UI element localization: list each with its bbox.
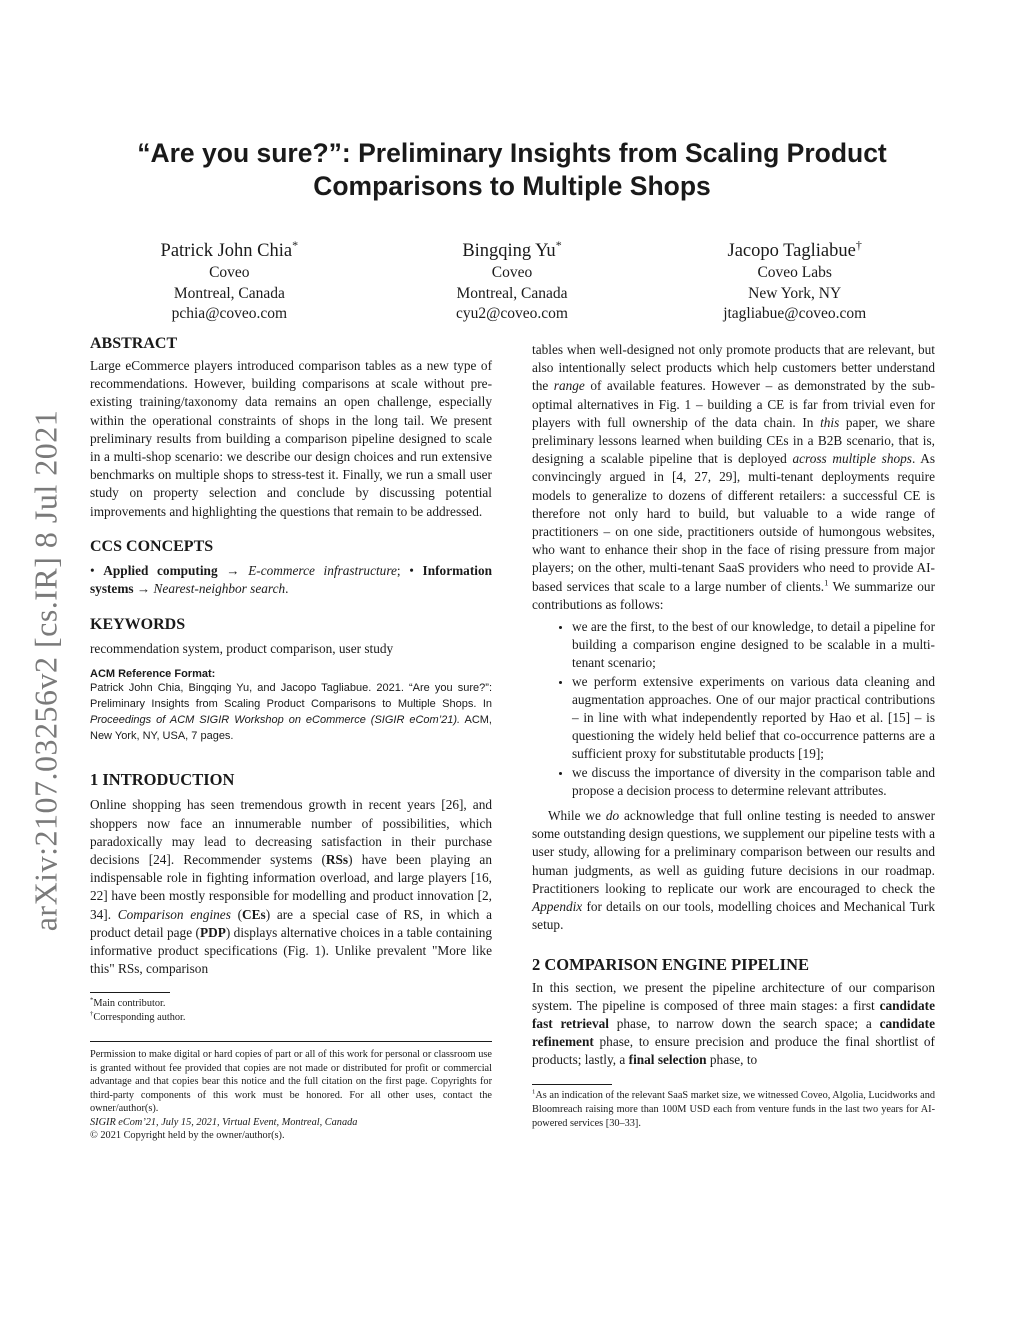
abstract-heading: ABSTRACT bbox=[90, 335, 178, 352]
permission-rule bbox=[90, 1041, 492, 1042]
right-paragraph-3 bbox=[532, 979, 935, 1070]
footnote-1 bbox=[90, 997, 492, 1011]
ccs-arrow: → bbox=[217, 562, 249, 578]
author-affiliation: Coveo bbox=[491, 264, 533, 281]
acm-ref-heading: ACM Reference Format: bbox=[90, 668, 216, 681]
list-item: • we perform extensive experiments on various data cleaning and augmentation approaches. One of our major practical contributions – in line with what independently reported by Hao et al. [15] – is questioning the widely held belief that co-occurrence patterns are a sufficient proxy for substitutable products [19]; bbox=[572, 673, 935, 764]
text-italic: across multiple shops bbox=[792, 451, 912, 467]
list-item: • we discuss the importance of diversity in the comparison table and propose a decision process to determine relevant attributes. bbox=[572, 764, 935, 800]
acm-ref-part-1: Patrick John Chia, Bingqing Yu, and Jacopo Tagliabue. 2021. “Are you sure?”: Preliminary Insights from Scaling Product Comparisons to Multiple Shops. In bbox=[90, 682, 492, 711]
paper-title bbox=[100, 137, 924, 203]
text-part: In this section, we present the pipeline architecture of our comparison system. The pipeline is composed of three main stages: a first bbox=[532, 979, 935, 1013]
keywords-heading: KEYWORDS bbox=[90, 616, 186, 634]
abstract-text: Large eCommerce players introduced comparison tables as a new type of recommendations. However, building comparisons at scale without pre-existing training/taxonomy data remains an open challenge, especially within the operational constraints of shops in the long tail. We present preliminary results from building a comparison pipeline designed to scale in a multi-shop scenario: we describe our design choices and run extensive benchmarks on multiple shops to stress-test it. Finally, we run a small user study on property selection and conclude by discussing potential improvements and highlighting the questions that remain to be addressed. bbox=[90, 358, 492, 519]
text-bold: candidate fast retrieval bbox=[532, 997, 935, 1031]
footnote-saas bbox=[532, 1089, 935, 1131]
author-email[interactable]: jtagliabue@coveo.com bbox=[723, 305, 867, 322]
text-part: We summarize our contributions as follows: bbox=[532, 578, 936, 612]
list-item: • we are the first, to the best of our knowledge, to detail a pipeline for building a comparison engine designed to be scalable in a multi-tenant scenario; bbox=[572, 618, 935, 673]
acm-ref-text bbox=[90, 680, 492, 744]
ccs-text bbox=[90, 562, 492, 598]
author-location: New York, NY bbox=[748, 284, 842, 302]
permission-copyright: © 2021 Copyright held by the owner/author(s). bbox=[90, 1129, 285, 1141]
footnote-mark: 1 bbox=[532, 1088, 536, 1096]
left-column bbox=[90, 335, 492, 1142]
right-paragraph-1 bbox=[532, 341, 935, 614]
text-part: phase, to narrow down the search space; a bbox=[608, 1015, 880, 1031]
text-part: of available features. However – as demonstrated by the sub-optimal alternatives in Fig. 1 – building a CE is far from trivial even for players with full ownership of the data chain. In bbox=[532, 378, 935, 430]
text-italic: range bbox=[553, 378, 585, 394]
permission-venue: SIGIR eCom’21, July 15, 2021, Virtual Event, Montreal, Canada bbox=[90, 1116, 358, 1128]
text-bold: final selection bbox=[628, 1052, 707, 1068]
right-column bbox=[532, 341, 935, 1131]
section-2-heading: 2 COMPARISON ENGINE PIPELINE bbox=[532, 954, 810, 974]
intro-bold: PDP bbox=[199, 924, 226, 940]
intro-part: ) displays alternative choices in a table containing informative product specifications (Fig. 1). Unlike prevalent "More like this" RSs, comparison bbox=[90, 924, 493, 977]
footnote-text: Main contributor. bbox=[93, 998, 166, 1010]
arxiv-id: arXiv:2107.03256v2 [cs.IR] 8 Jul 2021 bbox=[27, 409, 64, 931]
title-line-2: Comparisons to Multiple Shops bbox=[313, 171, 711, 201]
author-email[interactable]: pchia@coveo.com bbox=[171, 305, 288, 322]
text-part: for details on our tools, modelling choices and Mechanical Turk setup. bbox=[532, 899, 935, 933]
text-italic: Appendix bbox=[532, 899, 583, 915]
author-email[interactable]: cyu2@coveo.com bbox=[456, 305, 568, 322]
acm-ref-part-2: ACM, New York, NY, USA, 7 pages. bbox=[90, 714, 492, 743]
intro-part: ) are a special case of RS, in which a product detail page ( bbox=[90, 906, 492, 940]
intro-part: Online shopping has seen tremendous growth in recent years [26], and shoppers now face an innumerable number of possibilities, which paradoxically may lead to decreasing satisfaction in their purchase decisions [24]. Recommender systems ( bbox=[90, 797, 492, 868]
ccs-term-1: Applied computing bbox=[103, 562, 218, 578]
author-name: Patrick John Chia bbox=[160, 241, 293, 261]
text-italic: do bbox=[605, 808, 620, 824]
ccs-heading: CCS CONCEPTS bbox=[90, 537, 214, 555]
keywords-text: recommendation system, product comparison, user study bbox=[90, 641, 394, 657]
arxiv-watermark bbox=[16, 380, 76, 960]
footnote-mark: * bbox=[90, 997, 94, 1005]
intro-heading: 1 INTRODUCTION bbox=[90, 770, 235, 790]
footnote-text: Corresponding author. bbox=[93, 1012, 186, 1024]
ccs-sub-2: Nearest-neighbor search bbox=[153, 581, 286, 597]
author-mark: * bbox=[292, 237, 299, 252]
author-block bbox=[88, 237, 936, 325]
text-bold: candidate refinement bbox=[532, 1015, 936, 1050]
author-location: Montreal, Canada bbox=[456, 284, 568, 302]
footnote-rule bbox=[90, 992, 170, 993]
author-name: Jacopo Tagliabue bbox=[727, 241, 856, 261]
author-mark: * bbox=[555, 237, 562, 252]
title-line-1: “Are you sure?”: Preliminary Insights from Scaling Product bbox=[137, 138, 887, 168]
text-italic: this bbox=[820, 414, 840, 430]
permission-text: Permission to make digital or hard copies of part or all of this work for personal or classroom use is granted without fee provided that copies are not made or distributed for profit or commercial advantage and that copies bear this notice and the full citation on the first page. Copyrights for third-party components of this work must be honored. For all other uses, contact the owner/author(s). bbox=[90, 1049, 492, 1115]
text-part: phase, to bbox=[706, 1052, 758, 1068]
intro-bold: CEs bbox=[242, 906, 266, 922]
ccs-term-2: Information systems bbox=[90, 562, 492, 597]
footnote-rule bbox=[532, 1084, 612, 1085]
author-1 bbox=[88, 237, 371, 325]
text-part: While we bbox=[548, 808, 606, 824]
intro-text bbox=[90, 796, 492, 978]
intro-part: ) have been playing an indispensable role in fighting information overload, and large players [16, 22] have been mostly responsible for modelling and product innovation [2, 34]. bbox=[90, 852, 492, 922]
author-affiliation: Coveo bbox=[209, 264, 250, 281]
ccs-end: . bbox=[285, 581, 289, 597]
intro-part: ( bbox=[230, 906, 243, 922]
ccs-sub-1: E-commerce infrastructure bbox=[248, 562, 397, 578]
ccs-sep: ; • bbox=[396, 562, 423, 578]
author-affiliation: Coveo Labs bbox=[757, 264, 832, 281]
author-location: Montreal, Canada bbox=[173, 284, 285, 302]
text-part: phase, to ensure precision and produce the final shortlist of products; lastly, a bbox=[532, 1034, 935, 1068]
author-name: Bingqing Yu bbox=[462, 241, 556, 261]
text-part: paper, we share preliminary lessons learned when building CEs in a B2B scenario, that is, designing a scalable pipeline that is deployed bbox=[532, 414, 935, 467]
acm-ref-venue: Proceedings of ACM SIGIR Workshop on eCommerce (SIGIR eCom’21). bbox=[90, 714, 461, 727]
footnote-text: As an indication of the relevant SaaS market size, we witnessed Coveo, Algolia, Lucidworks and Bloomreach raising more than 100M USD each from venture funds in the last two years for AI-powered services [30–33]. bbox=[532, 1089, 935, 1129]
intro-italic: Comparison engines bbox=[117, 906, 231, 922]
text-part: tables when well-designed not only promote products that are relevant, but also intentionally select products which help customers better understand the bbox=[532, 342, 935, 394]
author-3 bbox=[653, 237, 936, 325]
ccs-bullet: • bbox=[90, 562, 104, 578]
footnote-2 bbox=[90, 1011, 492, 1025]
author-2 bbox=[371, 237, 654, 325]
footnote-mark: 1 bbox=[824, 577, 829, 588]
text-part: . As convincingly argued in [4, 27, 29], multi-tenant deployments require models to generalize to dozens of different retailers: a successful CE is therefore not only hard to build, but valuable to a wide range of practitioners – on one side, practitioners outside of humongous websites, who want to enhance their shop in the face of rising pressure from major players; on the other, multi-tenant SaaS providers who need to provide AI-based services that scale to a large number of clients. bbox=[532, 451, 935, 594]
ccs-arrow: → bbox=[133, 581, 154, 597]
text-part: acknowledge that full online testing is needed to answer some outstanding design questions, we supplement our pipeline tests with a user study, allowing for a preliminary comparison between our results and human judgments, as well as guiding future decisions in our roadmap. Practitioners looking to replicate our work are encouraged to check the bbox=[532, 808, 935, 896]
footnote-mark: † bbox=[90, 1011, 94, 1019]
right-paragraph-2 bbox=[532, 807, 935, 934]
intro-bold: RSs bbox=[325, 852, 349, 868]
contributions-list bbox=[532, 618, 935, 800]
author-mark: † bbox=[855, 237, 862, 252]
